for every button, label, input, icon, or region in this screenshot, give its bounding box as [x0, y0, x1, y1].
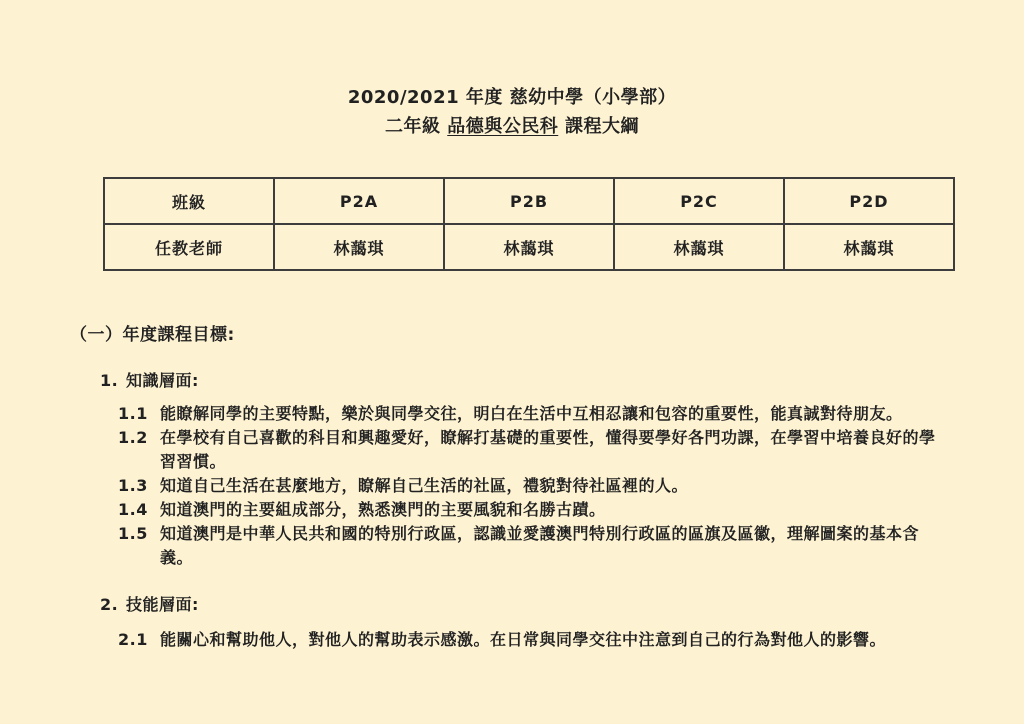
table-cell-teacher-p2a: 林藹琪	[274, 224, 444, 270]
list-item	[118, 628, 1024, 652]
table-row-teachers	[104, 224, 954, 270]
document-title-block	[0, 0, 1024, 138]
table-header-class: 班級	[104, 178, 274, 224]
list-item	[118, 474, 1024, 498]
subtitle-subject-underlined: 品德與公民科	[447, 116, 559, 137]
item-number: 2.1	[118, 630, 148, 649]
table-cell-teacher-p2d: 林藹琪	[784, 224, 954, 270]
item-number: 1.4	[118, 500, 148, 519]
item-text: 知道自己生活在甚麼地方，瞭解自己生活的社區，禮貌對待社區裡的人。	[160, 476, 689, 495]
knowledge-items	[0, 402, 1024, 570]
subtitle-grade: 二年級	[384, 116, 448, 137]
list-item	[118, 498, 1024, 522]
table-cell-teacher-p2c: 林藹琪	[614, 224, 784, 270]
table-header-teacher: 任教老師	[104, 224, 274, 270]
item-text: 知道澳門的主要組成部分，熟悉澳門的主要風貌和名勝古蹟。	[160, 500, 606, 519]
skills-items	[0, 628, 1024, 652]
item-number: 1.1	[118, 404, 148, 423]
subsection-knowledge	[0, 370, 1024, 570]
list-item	[118, 426, 1024, 474]
item-number: 1.3	[118, 476, 148, 495]
item-text: 知道澳門是中華人民共和國的特別行政區，認識並愛護澳門特別行政區的區旗及區徽，理解圖案的基本含義。	[160, 524, 920, 567]
table-cell-class-p2c: P2C	[614, 178, 784, 224]
document-subtitle	[0, 116, 1024, 138]
subsection-label: 知識層面:	[126, 371, 199, 390]
class-teacher-table	[103, 177, 955, 271]
item-text: 在學校有自己喜歡的科目和興趣愛好，瞭解打基礎的重要性，懂得要學好各門功課，在學習中培養良好的學習習慣。	[160, 428, 936, 471]
section-heading-annual-goals: （一）年度課程目標:	[70, 325, 235, 345]
table-cell-teacher-p2b: 林藹琪	[444, 224, 614, 270]
list-item	[118, 522, 1024, 570]
subtitle-suffix: 課程大綱	[558, 116, 640, 137]
list-item	[118, 402, 1024, 426]
subsection-number: 1.	[100, 371, 119, 390]
subsection-title-skills	[100, 594, 1024, 616]
table-row-classes	[104, 178, 954, 224]
table-cell-class-p2b: P2B	[444, 178, 614, 224]
subsection-label: 技能層面:	[126, 595, 199, 614]
item-text: 能關心和幫助他人，對他人的幫助表示感激。在日常與同學交往中注意到自己的行為對他人的影響。	[160, 630, 887, 649]
item-number: 1.2	[118, 428, 148, 447]
item-text: 能瞭解同學的主要特點，樂於與同學交往，明白在生活中互相忍讓和包容的重要性，能真誠對待朋友。	[160, 404, 903, 423]
subsection-title-knowledge	[100, 370, 1024, 392]
subsection-number: 2.	[100, 595, 119, 614]
item-number: 1.5	[118, 524, 148, 543]
table-cell-class-p2d: P2D	[784, 178, 954, 224]
document-title: 2020/2021 年度 慈幼中學（小學部）	[347, 87, 677, 108]
subsection-skills	[0, 594, 1024, 652]
table-cell-class-p2a: P2A	[274, 178, 444, 224]
